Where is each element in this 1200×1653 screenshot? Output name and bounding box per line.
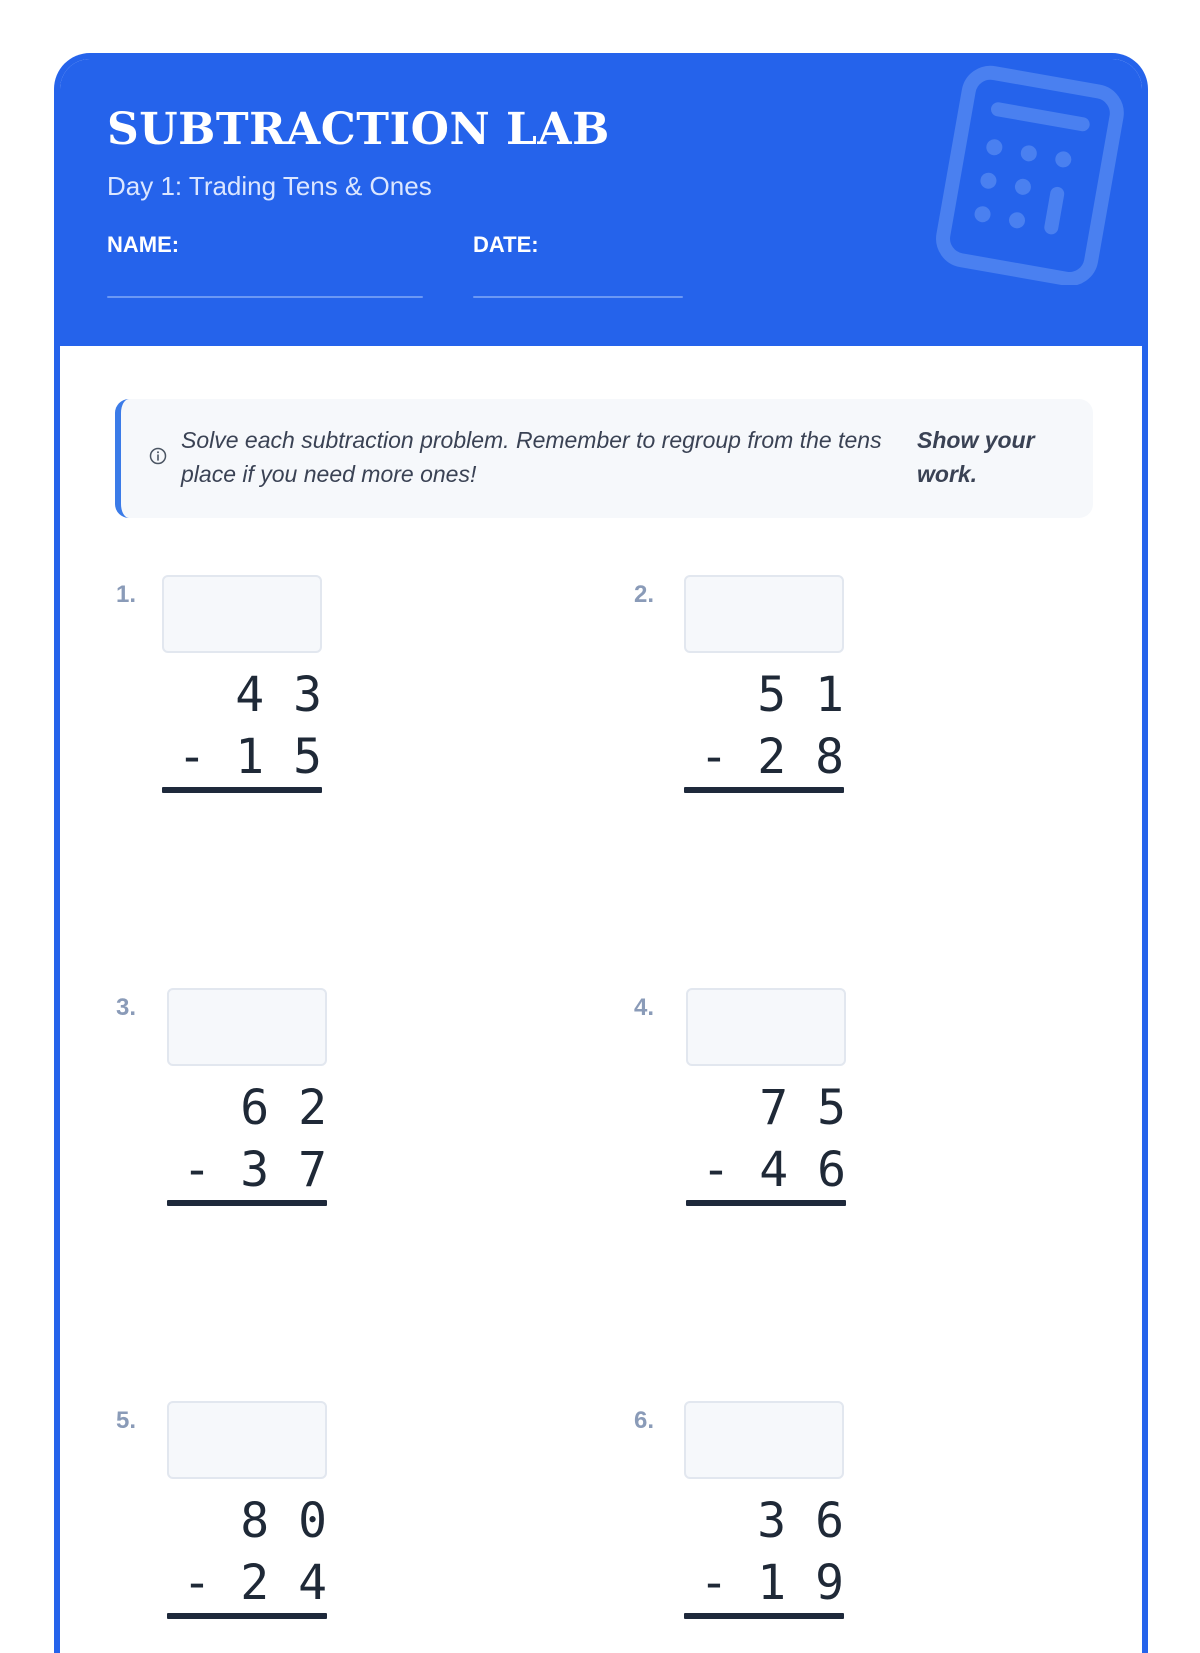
problem-4 [634, 988, 894, 1228]
problem-5 [116, 1401, 376, 1641]
minuend: 3 6 [757, 1493, 844, 1549]
answer-box[interactable] [686, 988, 846, 1066]
answer-box[interactable] [684, 1401, 844, 1479]
page-title: SUBTRACTION LAB [107, 104, 610, 155]
name-label: NAME: [107, 232, 180, 257]
subtrahend: - 1 9 [699, 1555, 844, 1611]
answer-line [167, 1200, 327, 1206]
subtrahend: - 4 6 [701, 1142, 846, 1198]
problem-number: 1. [116, 581, 137, 608]
worksheet [54, 53, 1148, 1653]
answer-line [162, 787, 322, 793]
name-field[interactable] [107, 296, 423, 298]
problem-number: 4. [634, 994, 655, 1021]
date-label: DATE: [473, 232, 539, 257]
answer-box[interactable] [684, 575, 844, 653]
answer-box[interactable] [162, 575, 322, 653]
worksheet-header [60, 59, 1142, 346]
answer-line [686, 1200, 846, 1206]
info-icon [149, 447, 167, 465]
problem-number: 3. [116, 994, 137, 1021]
problem-6 [634, 1401, 894, 1641]
problem-3 [116, 988, 376, 1228]
minuend: 5 1 [757, 667, 844, 723]
problem-number: 2. [634, 581, 655, 608]
answer-line [684, 787, 844, 793]
problem-1 [116, 575, 376, 815]
minuend: 4 3 [235, 667, 322, 723]
minuend: 6 2 [240, 1080, 327, 1136]
page-subtitle: Day 1: Trading Tens & Ones [107, 171, 432, 201]
subtrahend: - 1 5 [177, 729, 322, 785]
minuend: 8 0 [240, 1493, 327, 1549]
subtrahend: - 2 8 [699, 729, 844, 785]
problem-2 [634, 575, 894, 815]
subtrahend: - 2 4 [182, 1555, 327, 1611]
date-field[interactable] [473, 296, 683, 298]
answer-box[interactable] [167, 988, 327, 1066]
problem-number: 6. [634, 1407, 655, 1434]
answer-line [684, 1613, 844, 1619]
instructions-callout [115, 399, 1093, 518]
instructions-text: Solve each subtraction problem. Remember to regroup from the tens place if you need more ones! [181, 427, 882, 487]
instructions-emphasis: Show your work. [917, 427, 1035, 487]
calculator-icon [925, 65, 1125, 285]
subtrahend: - 3 7 [182, 1142, 327, 1198]
minuend: 7 5 [759, 1080, 846, 1136]
problem-number: 5. [116, 1407, 137, 1434]
answer-line [167, 1613, 327, 1619]
answer-box[interactable] [167, 1401, 327, 1479]
